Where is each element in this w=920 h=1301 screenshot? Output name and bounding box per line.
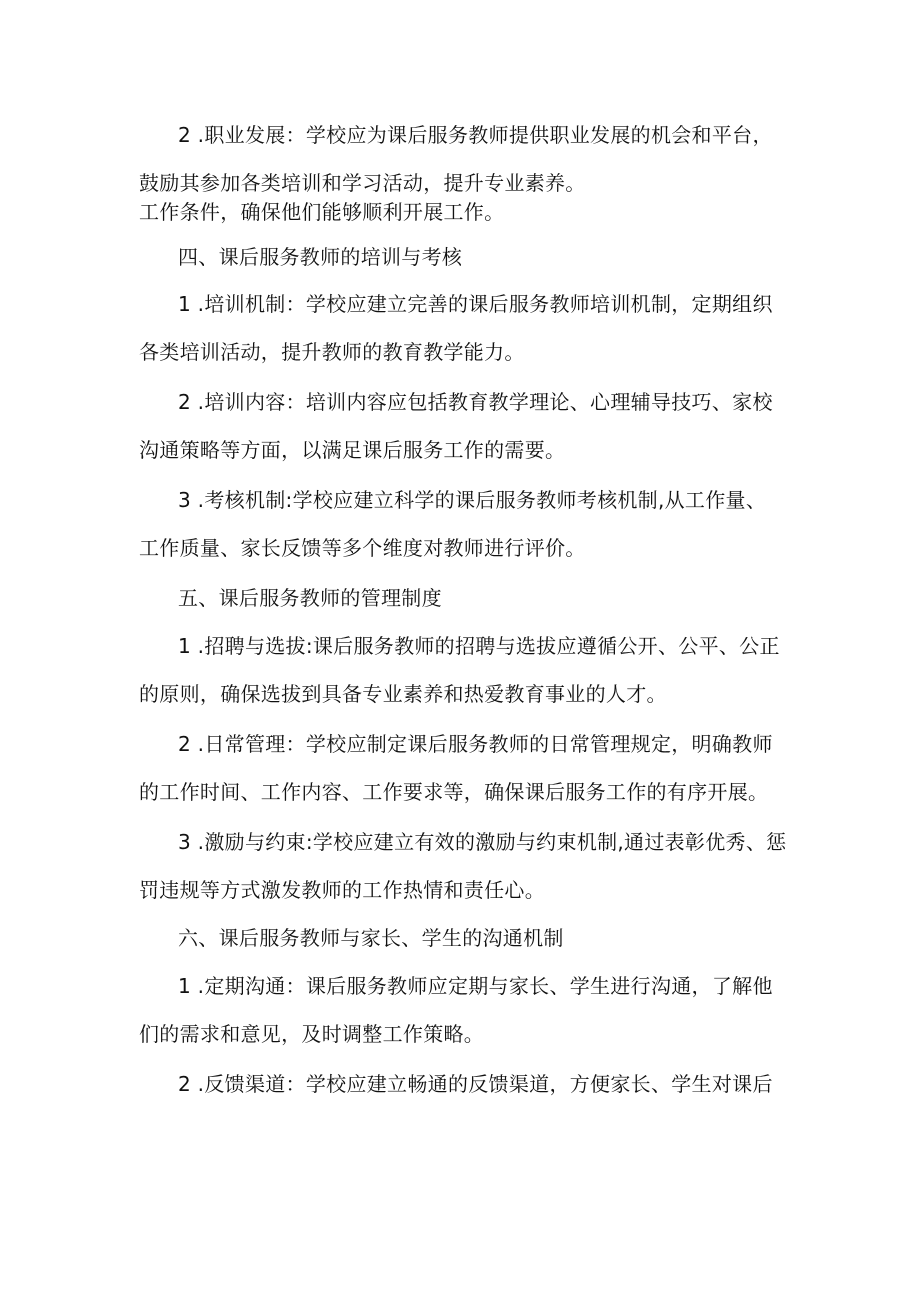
section-heading: 六、课后服务教师与家长、学生的沟通机制 — [178, 926, 564, 950]
paragraph-line: 3 .激励与约束:学校应建立有效的激励与约束机制,通过表彰优秀、惩 — [178, 830, 787, 854]
paragraph-line: 的原则，确保选拔到具备专业素养和热爱教育事业的人才。 — [139, 682, 667, 706]
paragraph-line: 各类培训活动，提升教师的教育教学能力。 — [139, 340, 525, 364]
paragraph-line: 鼓励其参加各类培训和学习活动，提升专业素养。 — [139, 171, 586, 195]
paragraph-line: 2 .反馈渠道：学校应建立畅通的反馈渠道，方便家长、学生对课后 — [178, 1072, 773, 1096]
paragraph-line: 3 .考核机制:学校应建立科学的课后服务教师考核机制,从工作量、 — [178, 488, 767, 512]
paragraph-line: 们的需求和意见，及时调整工作策略。 — [139, 1022, 485, 1046]
section-heading: 四、课后服务教师的培训与考核 — [178, 245, 463, 269]
paragraph-line: 沟通策略等方面，以满足课后服务工作的需要。 — [139, 438, 566, 462]
paragraph-line: 1 .招聘与选拔:课后服务教师的招聘与选拔应遵循公开、公平、公正 — [178, 634, 780, 658]
paragraph-line: 工作条件，确保他们能够顺利开展工作。 — [139, 200, 505, 224]
paragraph-line: 2 .培训内容：培训内容应包括教育教学理论、心理辅导技巧、家校 — [178, 390, 773, 414]
section-heading: 五、课后服务教师的管理制度 — [178, 586, 442, 610]
paragraph-line: 1 .定期沟通：课后服务教师应定期与家长、学生进行沟通，了解他 — [178, 974, 773, 998]
paragraph-line: 1 .培训机制：学校应建立完善的课后服务教师培训机制，定期组织 — [178, 292, 773, 316]
paragraph-line: 2 .日常管理：学校应制定课后服务教师的日常管理规定，明确教师 — [178, 732, 773, 756]
paragraph-line: 工作质量、家长反馈等多个维度对教师进行评价。 — [139, 536, 586, 560]
paragraph-line: 罚违规等方式激发教师的工作热情和责任心。 — [139, 878, 545, 902]
paragraph-line: 的工作时间、工作内容、工作要求等，确保课后服务工作的有序开展。 — [139, 780, 769, 804]
paragraph-line: 2 .职业发展：学校应为课后服务教师提供职业发展的机会和平台， — [178, 123, 773, 147]
